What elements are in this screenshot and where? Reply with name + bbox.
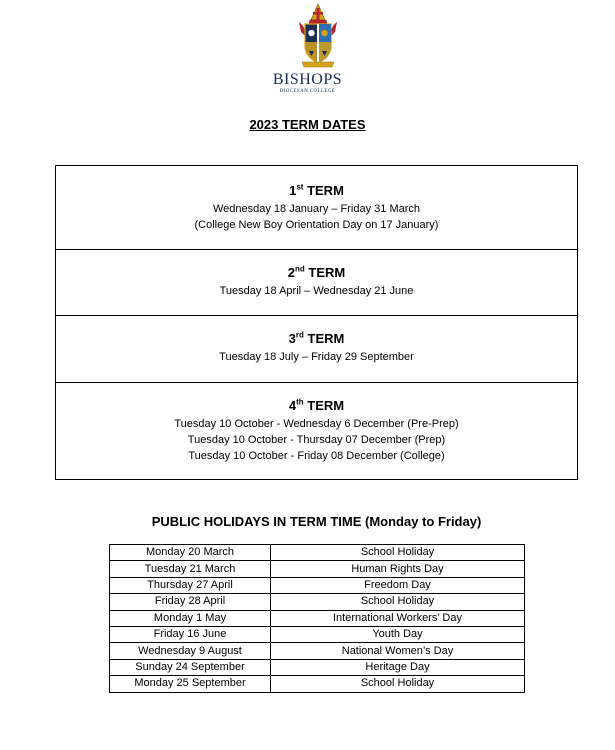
holiday-date: Sunday 24 September	[110, 659, 271, 675]
table-row	[110, 545, 525, 561]
holiday-name: Heritage Day	[271, 659, 525, 675]
page-title: 2023 TERM DATES	[249, 117, 366, 132]
school-name: BISHOPS	[272, 71, 343, 88]
term-heading: 4th TERM	[288, 397, 345, 413]
holiday-name: National Women’s Day	[271, 643, 525, 659]
term-block-1	[56, 166, 577, 249]
term-dates-table	[55, 165, 578, 480]
holiday-name: Human Rights Day	[271, 561, 525, 577]
holiday-name: Freedom Day	[271, 577, 525, 593]
holidays-heading: PUBLIC HOLIDAYS IN TERM TIME (Monday to Friday)	[151, 514, 482, 529]
table-row	[110, 659, 525, 675]
holiday-date: Monday 1 May	[110, 610, 271, 626]
table-row	[110, 561, 525, 577]
holiday-date: Tuesday 21 March	[110, 561, 271, 577]
school-crest-logo	[296, 2, 340, 68]
table-row	[110, 594, 525, 610]
table-row	[110, 643, 525, 659]
term-dates-pre-prep: Tuesday 10 October - Wednesday 6 December (Pre-Prep)	[174, 418, 459, 430]
holiday-name: School Holiday	[271, 545, 525, 561]
term-dates-prep: Tuesday 10 October - Thursday 07 December (Prep)	[187, 434, 446, 446]
holiday-date: Friday 28 April	[110, 594, 271, 610]
term-block-3	[56, 315, 577, 382]
term-note: (College New Boy Orientation Day on 17 January)	[194, 219, 439, 231]
holiday-name: School Holiday	[271, 676, 525, 692]
holiday-name: School Holiday	[271, 594, 525, 610]
term-block-4	[56, 382, 577, 479]
term-dates: Wednesday 18 January – Friday 31 March	[212, 203, 421, 215]
holiday-name: International Workers’ Day	[271, 610, 525, 626]
public-holidays-table	[109, 544, 525, 693]
table-row	[110, 626, 525, 642]
table-row	[110, 676, 525, 692]
term-dates-college: Tuesday 10 October - Friday 08 December (College)	[188, 450, 445, 462]
term-heading: 1st TERM	[289, 182, 344, 198]
holiday-date: Wednesday 9 August	[110, 643, 271, 659]
term-dates: Tuesday 18 April – Wednesday 21 June	[219, 285, 414, 297]
term-dates: Tuesday 18 July – Friday 29 September	[219, 351, 414, 363]
holiday-date: Friday 16 June	[110, 626, 271, 642]
holiday-date: Monday 20 March	[110, 545, 271, 561]
term-heading: 2nd TERM	[287, 264, 346, 280]
table-row	[110, 610, 525, 626]
holiday-date: Monday 25 September	[110, 676, 271, 692]
term-heading: 3rd TERM	[288, 330, 345, 346]
table-row	[110, 577, 525, 593]
school-subtitle: DIOCESAN COLLEGE	[279, 89, 336, 94]
term-block-2	[56, 249, 577, 315]
holiday-date: Thursday 27 April	[110, 577, 271, 593]
holiday-name: Youth Day	[271, 626, 525, 642]
